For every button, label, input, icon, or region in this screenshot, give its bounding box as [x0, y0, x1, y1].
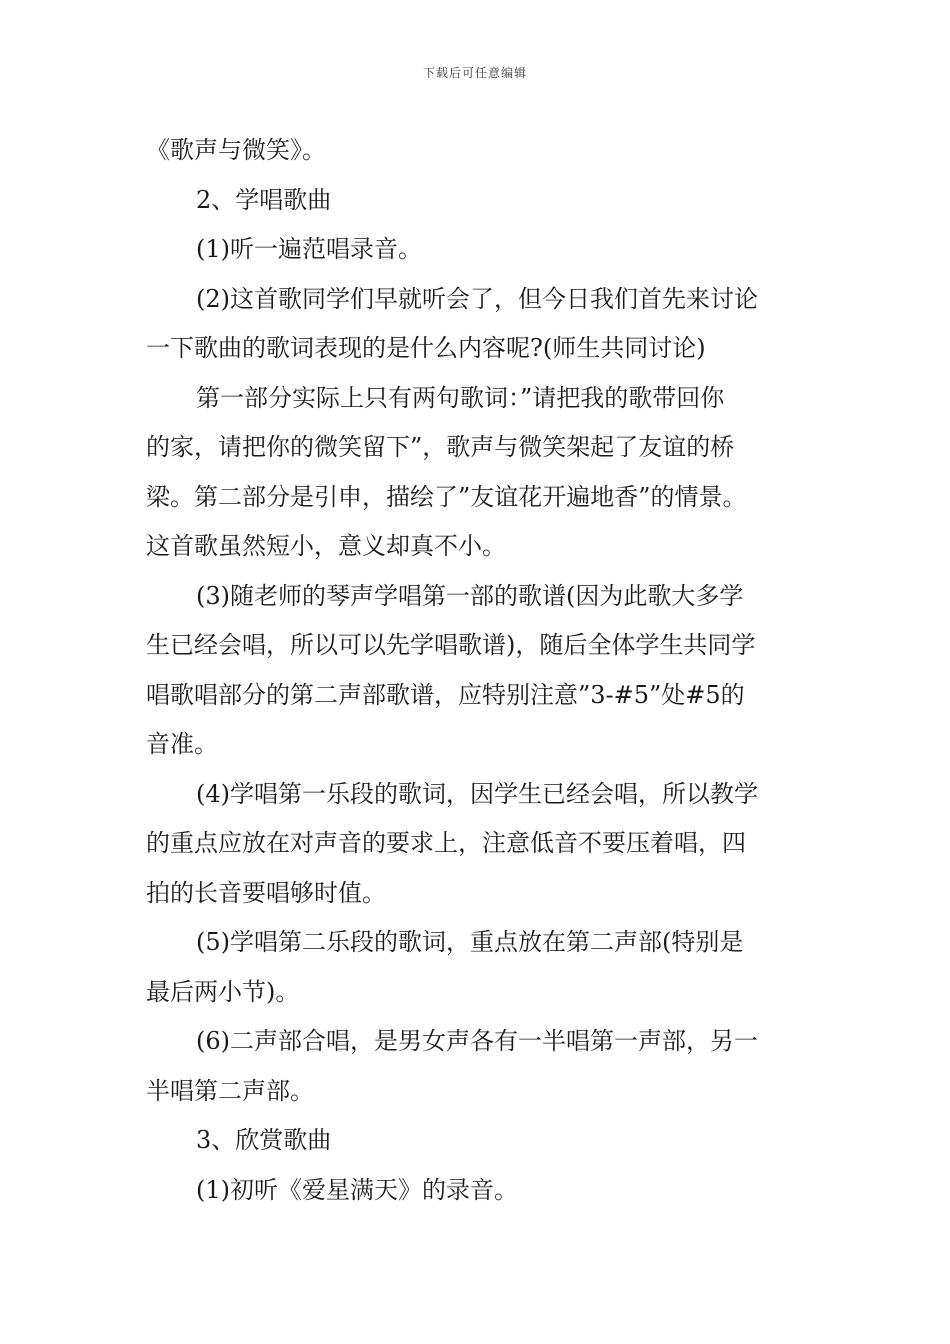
- text-line: 的重点应放在对声音的要求上，注意低音不要压着唱，四: [146, 829, 746, 857]
- document-body: [146, 126, 826, 1215]
- page-header-note: 下载后可任意编辑: [422, 66, 527, 80]
- text-line: 生已经会唱，所以可以先学唱歌谱)，随后全体学生共同学: [146, 631, 756, 659]
- text-line: (3)随老师的琴声学唱第一部的歌谱(因为此歌大多学: [196, 581, 744, 610]
- text-line: 音准。: [146, 730, 218, 758]
- text-line: 第一部分实际上只有两句歌词：”请把我的歌带回你: [196, 383, 725, 412]
- text-line: 唱歌唱部分的第二声部歌谱，应特别注意”3-#5”处#5的: [146, 680, 745, 709]
- text-line: 梁。第二部分是引申，描绘了”友谊花开遍地香”的情景。: [146, 482, 747, 511]
- text-line: 最后两小节)。: [146, 977, 300, 1006]
- text-line: 半唱第二声部。: [146, 1076, 314, 1105]
- text-line: 这首歌虽然短小，意义却真不小。: [146, 532, 506, 560]
- text-line: 3、欣赏歌曲: [196, 1126, 332, 1154]
- text-line: (1)初听《爱星满天》的录音。: [196, 1175, 518, 1204]
- text-line: (5)学唱第二乐段的歌词，重点放在第二声部(特别是: [196, 928, 744, 956]
- text-line: 2、学唱歌曲: [196, 185, 332, 214]
- text-line: (2)这首歌同学们早就听会了，但今日我们首先来讨论: [196, 284, 758, 313]
- text-line: 拍的长音要唱够时值。: [146, 878, 386, 907]
- text-line: 一下歌曲的歌词表现的是什么内容呢?(师生共同讨论): [146, 334, 706, 362]
- text-line: (4)学唱第一乐段的歌词，因学生已经会唱，所以教学: [196, 779, 758, 808]
- text-line: 《歌声与微笑》。: [146, 136, 326, 164]
- text-line: (6)二声部合唱，是男女声各有一半唱第一声部，另一: [196, 1027, 758, 1055]
- text-line: 的家，请把你的微笑留下”，歌声与微笑架起了友谊的桥: [146, 433, 735, 461]
- text-line: (1)听一遍范唱录音。: [196, 235, 422, 263]
